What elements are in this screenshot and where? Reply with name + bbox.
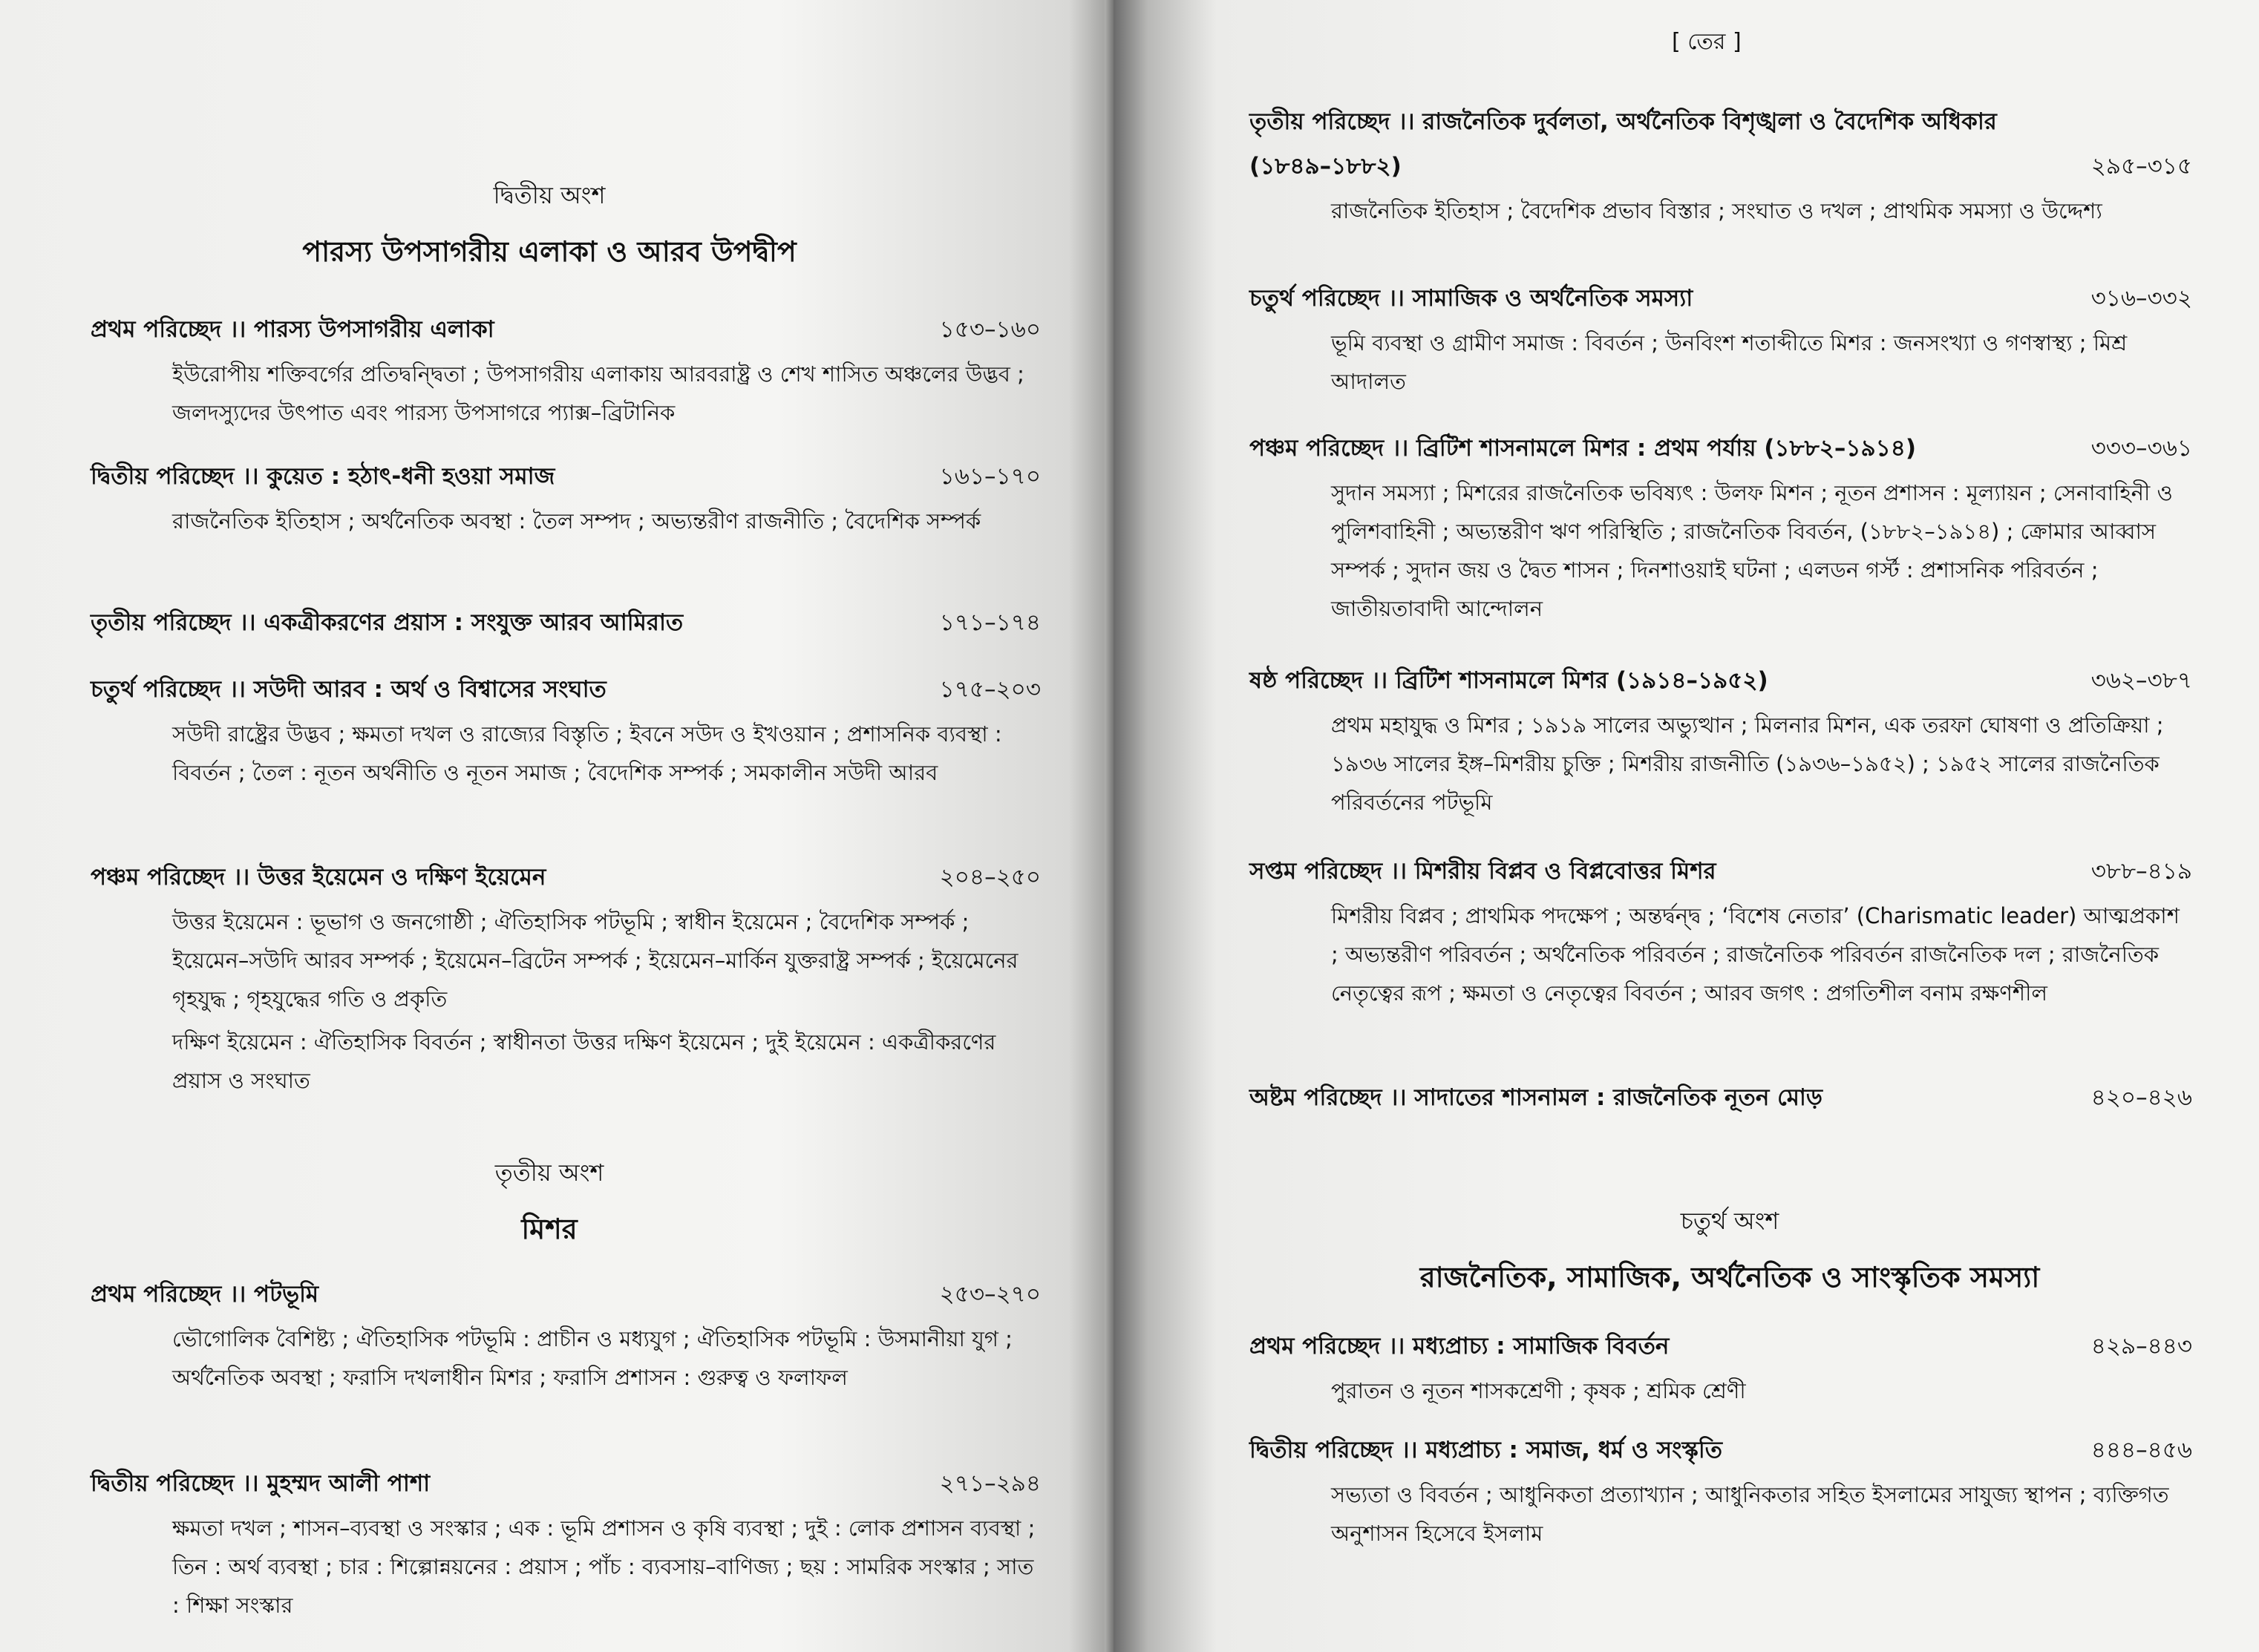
chapter-topics: ভূমি ব্যবস্থা ও গ্রামীণ সমাজ : বিবর্তন ; উনবিংশ শতাব্দীতে মিশর : জনসংখ্যা ও গণস্বাস্থ্য ; মিশ্র আদালত bbox=[1331, 330, 2128, 394]
page-range: ১৫৩–১৬০ bbox=[939, 316, 1041, 343]
page-number: [ তের ] bbox=[1672, 29, 1742, 55]
chapter-title: পঞ্চম পরিচ্ছেদ ।। উত্তর ইয়েমেন ও দক্ষিণ ইয়েমেন bbox=[91, 864, 546, 891]
page-range: ৪২৯–৪৪৩ bbox=[2090, 1333, 2192, 1360]
page-range: ৩১৬–৩৩২ bbox=[2090, 285, 2192, 312]
page-range: ৪৪৪–৪৫৬ bbox=[2090, 1437, 2192, 1463]
chapter-title: অষ্টম পরিচ্ছেদ ।। সাদাতের শাসনামল : রাজনৈতিক নূতন মোড় bbox=[1249, 1084, 1823, 1111]
toc-entry[interactable] bbox=[1249, 281, 2192, 401]
toc-entry[interactable] bbox=[91, 1466, 1041, 1625]
part3-title: মিশর bbox=[521, 1213, 578, 1245]
page-range: ৩৬২–৩৮৭ bbox=[2090, 667, 2192, 694]
chapter-title-continuation: (১৮৪৯–১৮৮২) bbox=[1249, 153, 1402, 180]
chapter-topics: ইউরোপীয় শক্তিবর্গের প্রতিদ্বন্দ্বিতা ; উপসাগরীয় এলাকায় আরবরাষ্ট্র ও শেখ শাসিত অঞ্চলের উদ্ভব ; জলদস্যুদের উৎপাত এবং পারস্য উপসাগরে প্যাক্স–ব্রিটানিক bbox=[172, 361, 1024, 425]
chapter-title: তৃতীয় পরিচ্ছেদ ।। রাজনৈতিক দুর্বলতা, অর্থনৈতিক বিশৃঙ্খলা ও বৈদেশিক অধিকার bbox=[1249, 108, 1997, 135]
page-range: ৩৩৩–৩৬১ bbox=[2090, 435, 2192, 462]
chapter-topics: রাজনৈতিক ইতিহাস ; অর্থনৈতিক অবস্থা : তৈল সম্পদ ; অভ্যন্তরীণ রাজনীতি ; বৈদেশিক সম্পর্ক bbox=[172, 508, 981, 534]
toc-entry[interactable] bbox=[91, 605, 1041, 643]
chapter-topics: ভৌগোলিক বৈশিষ্ট্য ; ঐতিহাসিক পটভূমি : প্রাচীন ও মধ্যযুগ ; ঐতিহাসিক পটভূমি : উসমানীয়া যুগ ; অর্থনৈতিক অবস্থা ; ফরাসি দখলাধীন মিশর ; ফরাসি প্রশাসন : গুরুত্ব ও ফলাফল bbox=[172, 1326, 1013, 1390]
page-range: ২৯৫–৩১৫ bbox=[2090, 153, 2192, 180]
chapter-title: প্রথম পরিচ্ছেদ ।। মধ্যপ্রাচ্য : সামাজিক বিবর্তন bbox=[1249, 1333, 1670, 1360]
page-range: ৪২০–৪২৬ bbox=[2090, 1084, 2192, 1111]
toc-entry[interactable] bbox=[1249, 663, 2192, 822]
toc-entry[interactable] bbox=[1249, 1328, 2192, 1410]
toc-entry[interactable] bbox=[1249, 853, 2192, 1012]
part3-heading bbox=[245, 1154, 854, 1255]
page-range: ১৬১–১৭০ bbox=[939, 463, 1041, 490]
chapter-topics: উত্তর ইয়েমেন : ভূভাগ ও জনগোষ্ঠী ; ঐতিহাসিক পটভূমি ; স্বাধীন ইয়েমেন ; বৈদেশিক সম্পর্ক ; ইয়েমেন–সউদি আরব সম্পর্ক ; ইয়েমেন–ব্রিটেন সম্পর্ক ; ইয়েমেন–মার্কিন যুক্তরাষ্ট্র সম্পর্ক ; ইয়েমেনের গৃহযুদ্ধ ; গৃহযুদ্ধের গতি ও প্রকৃতি bbox=[172, 909, 1019, 1012]
toc-entry[interactable] bbox=[91, 672, 1041, 792]
toc-entry[interactable] bbox=[91, 312, 1041, 432]
chapter-topics: দক্ষিণ ইয়েমেন : ঐতিহাসিক বিবর্তন ; স্বাধীনতা উত্তর দক্ষিণ ইয়েমেন ; দুই ইয়েমেন : একত্রীকরণের প্রয়াস ও সংঘাত bbox=[172, 1029, 996, 1093]
toc-entry[interactable] bbox=[1249, 1080, 2192, 1118]
chapter-title: প্রথম পরিচ্ছেদ ।। পটভূমি bbox=[91, 1281, 319, 1308]
chapter-title: দ্বিতীয় পরিচ্ছেদ ।। কুয়েত : হঠাৎ-ধনী হওয়া সমাজ bbox=[91, 463, 555, 490]
chapter-title: তৃতীয় পরিচ্ছেদ ।। একত্রীকরণের প্রয়াস : সংযুক্ত আরব আমিরাত bbox=[91, 609, 684, 636]
chapter-title: পঞ্চম পরিচ্ছেদ ।। ব্রিটিশ শাসনামলে মিশর : প্রথম পর্যায় (১৮৮২–১৯১৪) bbox=[1249, 435, 1917, 462]
part4-heading bbox=[1359, 1202, 2101, 1303]
page-range: ২৫৩–২৭০ bbox=[939, 1281, 1041, 1308]
part2-title: পারস্য উপসাগরীয় এলাকা ও আরব উপদ্বীপ bbox=[302, 235, 797, 268]
toc-entry[interactable] bbox=[91, 859, 1041, 1100]
chapter-topics: রাজনৈতিক ইতিহাস ; বৈদেশিক প্রভাব বিস্তার ; সংঘাত ও দখল ; প্রাথমিক সমস্যা ও উদ্দেশ্য bbox=[1331, 198, 2102, 223]
part4-label: চতুর্থ অংশ bbox=[1680, 1207, 1779, 1235]
toc-entry[interactable] bbox=[91, 459, 1041, 540]
part3-label: তৃতীয় অংশ bbox=[494, 1158, 604, 1187]
chapter-topics: মিশরীয় বিপ্লব ; প্রাথমিক পদক্ষেপ ; অন্তর্দ্বন্দ্ব ; ‘বিশেষ নেতার’ (Charismatic leader) আত্মপ্রকাশ ; অভ্যন্তরীণ পরিবর্তন ; অর্থনৈতিক পরিবর্তন ; রাজনৈতিক পরিবর্তন রাজনৈতিক দল ; রাজনৈতিক নেতৃত্বের রূপ ; ক্ষমতা ও নেতৃত্বের বিবর্তন ; আরব জগৎ : প্রগতিশীল বনাম রক্ষণশীল bbox=[1331, 903, 2180, 1006]
right-page bbox=[1114, 0, 2259, 1652]
chapter-title: চতুর্থ পরিচ্ছেদ ।। সামাজিক ও অর্থনৈতিক সমস্যা bbox=[1249, 285, 1693, 312]
part2-label: দ্বিতীয় অংশ bbox=[493, 181, 606, 209]
chapter-title: প্রথম পরিচ্ছেদ ।। পারস্য উপসাগরীয় এলাকা bbox=[91, 316, 494, 343]
chapter-title: ষষ্ঠ পরিচ্ছেদ ।। ব্রিটিশ শাসনামলে মিশর (১৯১৪–১৯৫২) bbox=[1249, 667, 1768, 694]
page-range: ১৭৫–২০৩ bbox=[939, 676, 1041, 703]
part2-heading bbox=[245, 177, 854, 278]
left-page bbox=[0, 0, 1114, 1652]
chapter-title: চতুর্থ পরিচ্ছেদ ।। সউদী আরব : অর্থ ও বিশ্বাসের সংঘাত bbox=[91, 676, 607, 703]
page-range: ২৭১–২৯৪ bbox=[939, 1470, 1041, 1497]
page-range: ২০৪–২৫০ bbox=[939, 864, 1041, 891]
chapter-topics: সভ্যতা ও বিবর্তন ; আধুনিকতা প্রত্যাখ্যান ; আধুনিকতার সহিত ইসলামের সাযুজ্য স্থাপন ; ব্যক্তিগত অনুশাসন হিসেবে ইসলাম bbox=[1331, 1482, 2169, 1546]
part4-title: রাজনৈতিক, সামাজিক, অর্থনৈতিক ও সাংস্কৃতিক সমস্যা bbox=[1419, 1261, 2040, 1294]
toc-entry[interactable] bbox=[1249, 104, 2192, 230]
chapter-topics: সুদান সমস্যা ; মিশরের রাজনৈতিক ভবিষ্যৎ : উলফ মিশন ; নূতন প্রশাসন : মূল্যায়ন ; সেনাবাহিনী ও পুলিশবাহিনী ; অভ্যন্তরীণ ঋণ পরিস্থিতি ; রাজনৈতিক বিবর্তন, (১৮৮২–১৯১৪) ; ক্রোমার আব্বাস সম্পর্ক ; সুদান জয় ও দ্বৈত শাসন ; দিনশাওয়াই ঘটনা ; এলডন গর্স্ট : প্রশাসনিক পরিবর্তন ; জাতীয়তাবাদী আন্দোলন bbox=[1331, 480, 2173, 621]
chapter-title: দ্বিতীয় পরিচ্ছেদ ।। মুহম্মদ আলী পাশা bbox=[91, 1470, 431, 1497]
chapter-title: সপ্তম পরিচ্ছেদ ।। মিশরীয় বিপ্লব ও বিপ্লবোত্তর মিশর bbox=[1249, 858, 1716, 885]
chapter-topics: পুরাতন ও নূতন শাসকশ্রেণী ; কৃষক ; শ্রমিক শ্রেণী bbox=[1331, 1378, 1746, 1403]
chapter-topics: ক্ষমতা দখল ; শাসন–ব্যবস্থা ও সংস্কার ; এক : ভূমি প্রশাসন ও কৃষি ব্যবস্থা ; দুই : লোক প্রশাসন ব্যবস্থা ; তিন : অর্থ ব্যবস্থা ; চার : শিল্পোন্নয়নের : প্রয়াস ; পাঁচ : ব্যবসায়–বাণিজ্য ; ছয় : সামরিক সংস্কার ; সাত : শিক্ষা সংস্কার bbox=[172, 1515, 1036, 1618]
chapter-title: দ্বিতীয় পরিচ্ছেদ ।। মধ্যপ্রাচ্য : সমাজ, ধর্ম ও সংস্কৃতি bbox=[1249, 1437, 1722, 1463]
chapter-topics: প্রথম মহাযুদ্ধ ও মিশর ; ১৯১৯ সালের অভ্যুত্থান ; মিলনার মিশন, এক তরফা ঘোষণা ও প্রতিক্রিয়া ; ১৯৩৬ সালের ইঙ্গ–মিশরীয় চুক্তি ; মিশরীয় রাজনীতি (১৯৩৬–১৯৫২) ; ১৯৫২ সালের রাজনৈতিক পরিবর্তনের পটভূমি bbox=[1331, 712, 2164, 815]
page-range: ১৭১–১৭৪ bbox=[939, 609, 1041, 636]
chapter-topics: সউদী রাষ্ট্রের উদ্ভব ; ক্ষমতা দখল ও রাজ্যের বিস্তৃতি ; ইবনে সউদ ও ইখওয়ান ; প্রশাসনিক ব্যবস্থা : বিবর্তন ; তৈল : নূতন অর্থনীতি ও নূতন সমাজ ; বৈদেশিক সম্পর্ক ; সমকালীন সউদী আরব bbox=[172, 721, 1002, 785]
toc-entry[interactable] bbox=[91, 1276, 1041, 1397]
page-range: ৩৮৮–৪১৯ bbox=[2090, 858, 2192, 885]
toc-entry[interactable] bbox=[1249, 1432, 2192, 1553]
toc-entry[interactable] bbox=[1249, 430, 2192, 628]
